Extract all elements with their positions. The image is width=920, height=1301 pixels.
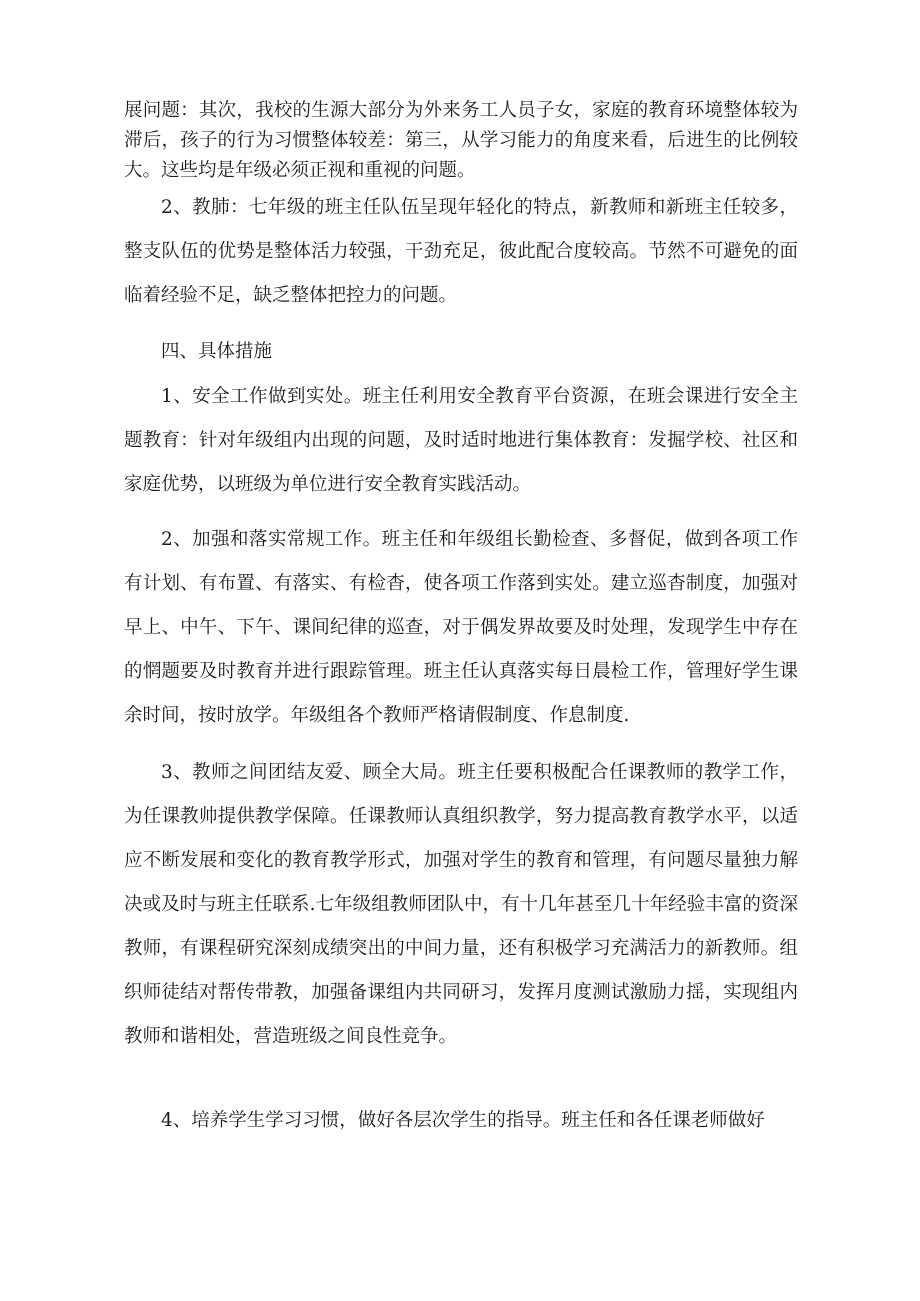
- paragraph-teachers: 2、教肺：七年级的班主任队伍呈现年轻化的特点，新教师和新班主任较多，整支队伍的优势是整体活力较强，干劲充足，彼此配合度较高。节然不可避免的面临着经验不足，缺乏整体把控力的问题。: [124, 197, 798, 306]
- paragraph-safety-work: 1、安全工作做到实处。班主任利用安全教育平台资源，在班会课进行安全主题教育：针对年级组内出现的问题，及时适时地进行集体教育：发掘学校、社区和家庭优势，以班级为单位进行安全教育实践活动。: [124, 386, 798, 495]
- paragraph-routine-work: 2、加强和落实常规工作。班主任和年级组长勤检查、多督促，做到各项工作有计划、有布置、有落实、有检杳，使各项工作落到实处。建立巡杳制度，加强对早上、中午、下午、课间纪律的巡查，对于偶发界故要及时处理，发现学生中存在的惘题要及时教育并进行跟踪管理。班主任认真落实每日晨检工作，管理好学生课余时间，按时放学。年级组各个教师严格请假制度、作息制度.: [124, 529, 798, 726]
- paragraph-study-habits: 4、培养学生学习习惯，做好各层次学生的指导。班主任和各任课老师做好: [161, 1110, 765, 1131]
- section-heading-measures: 四、具体措施: [161, 341, 273, 362]
- paragraph-continued-problems: 展问题：其次，我校的生源大部分为外来务工人员子女，家庭的教育环境整体较为滞后，孩子的行为习惯整体较差：第三，从学习能力的角度来看，后进生的比例较大。这些均是年级必须正视和重视的问题。: [124, 100, 798, 181]
- paragraph-teacher-unity: 3、教师之间团结友爱、顾全大局。班主任要积极配合任课教师的教学工作，为任课教帅提供教学保障。任课教师认真组织教学，努力提高教育教学水平，以适应不断发展和变化的教育教学形式，加强对学生的教育和管理，有问题尽量独力解决或及时与班主任联系.七年级组教师团队中，有十几年甚至几十年经验丰富的资深教师，有课程研究深刻成绩突出的中间力量，还有积极学习充满活力的新教师。组织师徒结对帮传带教，加强备课组内共同研习，发挥月度测试激励力揺，实现组内教师和谐相处，营造班级之间良性竞争。: [124, 762, 798, 1047]
